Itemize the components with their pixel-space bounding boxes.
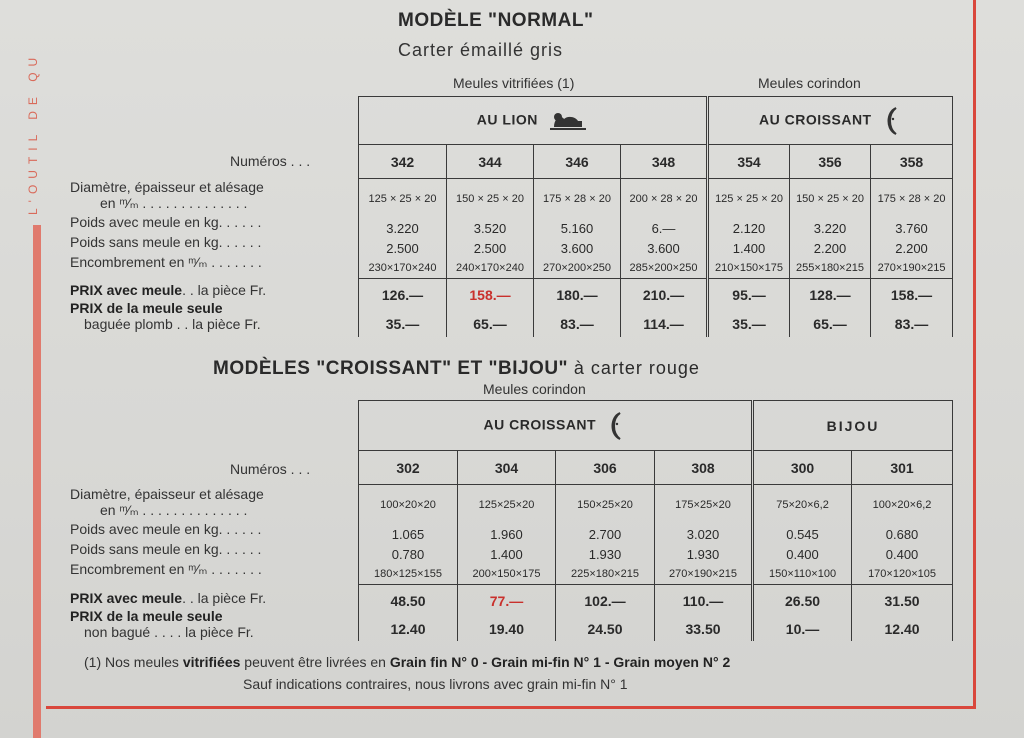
weight-without-wheel-cell: 3.600 bbox=[621, 239, 708, 259]
label-poids-sans: Poids sans meule en kg. . . . . . bbox=[70, 234, 262, 250]
dimension-cell: 125×25×20 bbox=[458, 485, 556, 525]
model-number-cell: 354 bbox=[708, 145, 790, 179]
weight-with-wheel-cell: 2.120 bbox=[708, 219, 790, 239]
price-wheel-only-cell: 65.— bbox=[447, 311, 534, 337]
weight-with-wheel-cell: 3.220 bbox=[790, 219, 871, 239]
label-prix-seule: PRIX de la meule seule bbox=[70, 300, 223, 316]
group-header-bijou: BIJOU bbox=[753, 401, 953, 451]
price-with-wheel-cell: 158.— bbox=[871, 279, 953, 311]
label-numeros-2: Numéros . . . bbox=[230, 461, 311, 477]
price-wheel-only-cell: 12.40 bbox=[852, 617, 953, 641]
group-note-corindon: Meules corindon bbox=[758, 75, 861, 91]
label-diametre-2: Diamètre, épaisseur et alésage bbox=[70, 486, 264, 502]
label-prix-avec: PRIX avec meule. . la pièce Fr. bbox=[70, 282, 267, 298]
dimension-cell: 150×25×20 bbox=[556, 485, 655, 525]
crescent-logo-icon bbox=[882, 106, 902, 136]
weight-with-wheel-cell: 3.760 bbox=[871, 219, 953, 239]
bulk-size-cell: 225×180×215 bbox=[556, 565, 655, 585]
model-number-cell: 306 bbox=[556, 451, 655, 485]
model-number-cell: 348 bbox=[621, 145, 708, 179]
dimension-cell: 175×25×20 bbox=[655, 485, 753, 525]
group-note-vitrifiees: Meules vitrifiées (1) bbox=[453, 75, 575, 91]
model-number-cell: 308 bbox=[655, 451, 753, 485]
lion-logo-icon bbox=[548, 109, 588, 133]
section1-title: MODÈLE "NORMAL" bbox=[398, 10, 594, 31]
model-number-cell: 346 bbox=[534, 145, 621, 179]
crescent-logo-icon bbox=[606, 411, 626, 441]
dimension-cell: 125 × 25 × 20 bbox=[359, 179, 447, 219]
frame-border-bottom bbox=[46, 706, 976, 709]
weight-without-wheel-cell: 0.780 bbox=[359, 545, 458, 565]
section2-title-suffix: à carter rouge bbox=[573, 358, 700, 378]
side-label: L'OUTIL DE QU bbox=[26, 51, 40, 215]
price-with-wheel-cell: 102.— bbox=[556, 585, 655, 617]
weight-with-wheel-cell: 6.— bbox=[621, 219, 708, 239]
weight-with-wheel-cell: 0.680 bbox=[852, 525, 953, 545]
dimension-cell: 100×20×20 bbox=[359, 485, 458, 525]
label-poids-avec-2: Poids avec meule en kg. . . . . . bbox=[70, 521, 262, 537]
price-wheel-only-cell: 65.— bbox=[790, 311, 871, 337]
price-wheel-only-cell: 83.— bbox=[534, 311, 621, 337]
weight-with-wheel-cell: 0.545 bbox=[753, 525, 852, 545]
price-with-wheel-cell: 180.— bbox=[534, 279, 621, 311]
footnote-line-2: Sauf indications contraires, nous livrons avec grain mi-fin N° 1 bbox=[243, 676, 628, 692]
weight-without-wheel-cell: 3.600 bbox=[534, 239, 621, 259]
bulk-size-cell: 285×200×250 bbox=[621, 259, 708, 279]
dimension-cell: 200 × 28 × 20 bbox=[621, 179, 708, 219]
group-header-au-lion: AU LION bbox=[359, 97, 708, 145]
table-normal bbox=[358, 96, 953, 337]
model-number-cell: 356 bbox=[790, 145, 871, 179]
label-diametre-unit-2: en ᵐ⁄ₘ . . . . . . . . . . . . . . bbox=[100, 502, 248, 518]
label-prix-seule-2: PRIX de la meule seule bbox=[70, 608, 223, 624]
weight-without-wheel-cell: 0.400 bbox=[753, 545, 852, 565]
label-numeros: Numéros . . . bbox=[230, 153, 311, 169]
weight-with-wheel-cell: 3.520 bbox=[447, 219, 534, 239]
bulk-size-cell: 150×110×100 bbox=[753, 565, 852, 585]
bulk-size-cell: 200×150×175 bbox=[458, 565, 556, 585]
bulk-size-cell: 180×125×155 bbox=[359, 565, 458, 585]
group-header-au-croissant: AU CROISSANT bbox=[708, 97, 953, 145]
label-diametre: Diamètre, épaisseur et alésage bbox=[70, 179, 264, 195]
label-non-bague: non bagué . . . . la pièce Fr. bbox=[84, 624, 254, 640]
weight-without-wheel-cell: 2.200 bbox=[871, 239, 953, 259]
dimension-cell: 175 × 28 × 20 bbox=[871, 179, 953, 219]
table-croissant-bijou bbox=[358, 400, 953, 641]
price-with-wheel-cell: 128.— bbox=[790, 279, 871, 311]
price-wheel-only-cell: 35.— bbox=[708, 311, 790, 337]
label-poids-sans-2: Poids sans meule en kg. . . . . . bbox=[70, 541, 262, 557]
weight-with-wheel-cell: 3.220 bbox=[359, 219, 447, 239]
price-with-wheel-cell: 95.— bbox=[708, 279, 790, 311]
price-with-wheel-cell: 126.— bbox=[359, 279, 447, 311]
price-with-wheel-cell: 110.— bbox=[655, 585, 753, 617]
model-number-cell: 301 bbox=[852, 451, 953, 485]
dimension-cell: 150 × 25 × 20 bbox=[790, 179, 871, 219]
frame-border-right bbox=[973, 0, 976, 708]
bulk-size-cell: 270×200×250 bbox=[534, 259, 621, 279]
weight-without-wheel-cell: 2.500 bbox=[447, 239, 534, 259]
weight-without-wheel-cell: 0.400 bbox=[852, 545, 953, 565]
weight-with-wheel-cell: 1.065 bbox=[359, 525, 458, 545]
price-wheel-only-cell: 12.40 bbox=[359, 617, 458, 641]
price-wheel-only-cell: 19.40 bbox=[458, 617, 556, 641]
price-wheel-only-cell: 114.— bbox=[621, 311, 708, 337]
price-with-wheel-cell: 210.— bbox=[621, 279, 708, 311]
weight-without-wheel-cell: 1.400 bbox=[458, 545, 556, 565]
model-number-cell: 358 bbox=[871, 145, 953, 179]
bulk-size-cell: 210×150×175 bbox=[708, 259, 790, 279]
section2-group-note: Meules corindon bbox=[483, 381, 586, 397]
price-with-wheel-cell: 77.— bbox=[458, 585, 556, 617]
price-wheel-only-cell: 35.— bbox=[359, 311, 447, 337]
model-number-cell: 300 bbox=[753, 451, 852, 485]
bulk-size-cell: 255×180×215 bbox=[790, 259, 871, 279]
label-baguee: baguée plomb . . la pièce Fr. bbox=[84, 316, 261, 332]
section2-title: MODÈLES "CROISSANT" ET "BIJOU" à carter rouge bbox=[213, 358, 700, 379]
price-with-wheel-cell: 48.50 bbox=[359, 585, 458, 617]
footnote-line-1: (1) Nos meules vitrifiées peuvent être livrées en Grain fin N° 0 - Grain mi-fin N° 1 - Grain moyen N° 2 bbox=[84, 654, 731, 670]
dimension-cell: 100×20×6,2 bbox=[852, 485, 953, 525]
weight-with-wheel-cell: 3.020 bbox=[655, 525, 753, 545]
price-with-wheel-cell: 158.— bbox=[447, 279, 534, 311]
weight-without-wheel-cell: 2.500 bbox=[359, 239, 447, 259]
label-poids-avec: Poids avec meule en kg. . . . . . bbox=[70, 214, 262, 230]
bulk-size-cell: 170×120×105 bbox=[852, 565, 953, 585]
weight-without-wheel-cell: 1.930 bbox=[655, 545, 753, 565]
dimension-cell: 75×20×6,2 bbox=[753, 485, 852, 525]
section1-subtitle: Carter émaillé gris bbox=[398, 40, 564, 60]
dimension-cell: 150 × 25 × 20 bbox=[447, 179, 534, 219]
weight-with-wheel-cell: 5.160 bbox=[534, 219, 621, 239]
price-wheel-only-cell: 10.— bbox=[753, 617, 852, 641]
model-number-cell: 302 bbox=[359, 451, 458, 485]
weight-with-wheel-cell: 1.960 bbox=[458, 525, 556, 545]
dimension-cell: 175 × 28 × 20 bbox=[534, 179, 621, 219]
weight-without-wheel-cell: 1.400 bbox=[708, 239, 790, 259]
price-with-wheel-cell: 26.50 bbox=[753, 585, 852, 617]
group-header-au-croissant-2: AU CROISSANT bbox=[359, 401, 753, 451]
label-diametre-unit: en ᵐ⁄ₘ . . . . . . . . . . . . . . bbox=[100, 195, 248, 211]
bulk-size-cell: 270×190×215 bbox=[871, 259, 953, 279]
model-number-cell: 304 bbox=[458, 451, 556, 485]
bulk-size-cell: 270×190×215 bbox=[655, 565, 753, 585]
label-encombrement: Encombrement en ᵐ⁄ₘ . . . . . . . bbox=[70, 254, 262, 270]
bulk-size-cell: 240×170×240 bbox=[447, 259, 534, 279]
model-number-cell: 344 bbox=[447, 145, 534, 179]
price-wheel-only-cell: 83.— bbox=[871, 311, 953, 337]
price-with-wheel-cell: 31.50 bbox=[852, 585, 953, 617]
label-encombrement-2: Encombrement en ᵐ⁄ₘ . . . . . . . bbox=[70, 561, 262, 577]
weight-without-wheel-cell: 2.200 bbox=[790, 239, 871, 259]
bulk-size-cell: 230×170×240 bbox=[359, 259, 447, 279]
weight-with-wheel-cell: 2.700 bbox=[556, 525, 655, 545]
label-prix-avec-2: PRIX avec meule. . la pièce Fr. bbox=[70, 590, 267, 606]
price-wheel-only-cell: 24.50 bbox=[556, 617, 655, 641]
margin-stripe bbox=[33, 225, 41, 738]
price-wheel-only-cell: 33.50 bbox=[655, 617, 753, 641]
model-number-cell: 342 bbox=[359, 145, 447, 179]
dimension-cell: 125 × 25 × 20 bbox=[708, 179, 790, 219]
weight-without-wheel-cell: 1.930 bbox=[556, 545, 655, 565]
